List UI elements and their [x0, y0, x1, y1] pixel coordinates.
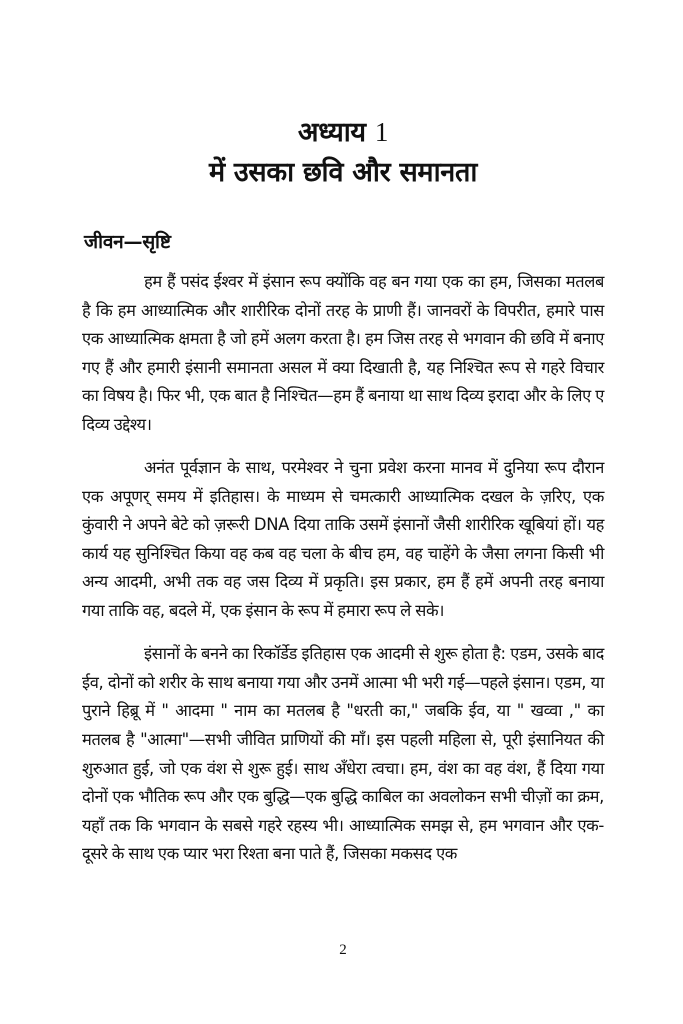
section-title: जीवन—सृष्टि [84, 231, 171, 253]
chapter-label-line [82, 112, 604, 153]
paragraph: इंसानों के बनने का रिकॉर्डेड इतिहास एक आदमी से शुरू होता है: एडम, उसके बाद ईव, दोनों को शरीर के साथ बनाया गया और उनमें आत्मा भी भरी गई—पहले इंसान। एडम, या पुराने हिब्रू में " आदमा " नाम का मतलब है "धरती का," जबकि ईव, या " खव्वा ," का मतलब है "आत्मा"—सभी जीवित प्राणियों की माँ। इस पहली महिला से, पूरी इंसानियत की शुरुआत हुई, जो एक वंश से शुरू हुई। साथ अँधेरा त्वचा। हम, वंश का वह वंश, हैं दिया गया दोनों एक भौतिक रूप और एक बुद्धि—एक बुद्धि काबिल का अवलोकन सभी चीज़ों का क्रम, यहाँ तक कि भगवान के सबसे गहरे रहस्य भी। आध्यात्मिक समझ से, हम भगवान और एक-दूसरे के साथ एक प्यार भरा रिश्ता बना पाते हैं, जिसका मकसद एक [82, 644, 604, 864]
paragraph: हम हैं पसंद ईश्वर में इंसान रूप क्योंकि वह बन गया एक का हम, जिसका मतलब है कि हम आध्यात्मिक और शारीरिक दोनों तरह के प्राणी हैं। जानवरों के विपरीत, हमारे पास एक आध्यात्मिक क्षमता है जो हमें अलग करता है। हम जिस तरह से भगवान की छवि में बनाए गए हैं और हमारी इंसानी समानता असल में क्या दिखाती है, यह निश्चित रूप से गहरे विचार का विषय है। फिर भी, एक बात है निश्चित—हम हैं बनाया था साथ दिव्य इरादा और के लिए ए दिव्य उद्देश्य। [82, 272, 604, 434]
chapter-heading [82, 112, 604, 193]
chapter-label: अध्याय [297, 117, 366, 148]
paragraph: अनंत पूर्वज्ञान के साथ, परमेश्वर ने चुना प्रवेश करना मानव में दुनिया रूप दौरान एक अपूणर् समय में इतिहास। के माध्यम से चमत्कारी आध्यात्मिक दखल के ज़रिए, एक कुंवारी ने अपने बेटे को ज़रूरी DNA दिया ताकि उसमें इंसानों जैसी शारीरिक खूबियां हों। यह कार्य यह सुनिश्चित किया वह कब वह चला के बीच हम, वह चाहेंगे के जैसा लगना किसी भी अन्य आदमी, अभी तक वह जस दिव्य में प्रकृति। इस प्रकार, हम हैं हमें अपनी तरह बनाया गया ताकि वह, बदले में, एक इंसान के रूप में हमारा रूप ले सके। [82, 458, 604, 621]
chapter-title: में उसका छवि और समानता [208, 157, 478, 188]
page-number: 2 [339, 942, 347, 958]
body-text [82, 268, 604, 883]
chapter-number: 1 [374, 117, 389, 147]
book-page [82, 0, 604, 1024]
